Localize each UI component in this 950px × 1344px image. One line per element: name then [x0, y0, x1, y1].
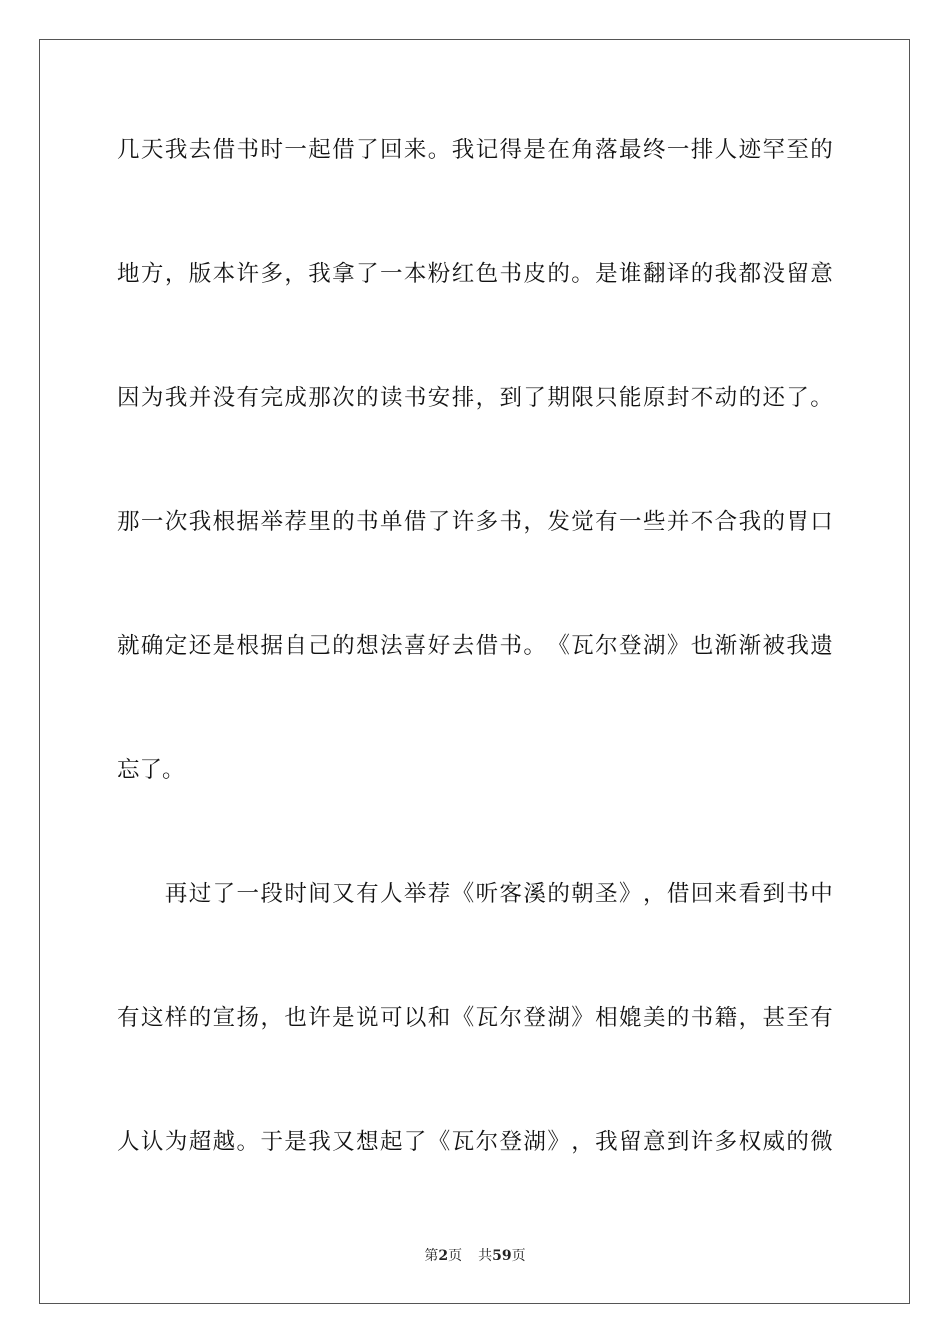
text-line: 因 为 我 并 没 有 完 成 那 次 的 读 书 安 排 ， 到 了 期 限 只 能 原 封 不 动 的 还 了 。 — [117, 385, 833, 411]
text-line: 有 这 样 的 宣 扬 ， 也 许 是 说 可 以 和 《 瓦 尔 登 湖 》 相 媲 美 的 书 籍 ， 甚 至 有 — [117, 1005, 833, 1031]
text-line: 就 确 定 还 是 根 据 自 己 的 想 法 喜 好 去 借 书 。 《 瓦 尔 登 湖 》 也 渐 渐 被 我 遗 — [117, 633, 833, 659]
footer-total-suffix: 页 — [511, 1248, 526, 1264]
page-footer — [0, 1246, 950, 1266]
text-line: 几 天 我 去 借 书 时 一 起 借 了 回 来 。 我 记 得 是 在 角 落 最 终 一 排 人 迹 罕 至 的 — [117, 137, 833, 163]
footer-page-prefix: 第 — [424, 1248, 439, 1264]
text-line: 忘了。 — [117, 757, 185, 783]
page-frame — [39, 39, 910, 1304]
footer-page-suffix: 页 — [448, 1248, 463, 1264]
footer-page-number: 2 — [438, 1248, 449, 1264]
text-line: 那 一 次 我 根 据 举 荐 里 的 书 单 借 了 许 多 书 ， 发 觉 有 一 些 并 不 合 我 的 胃 口 — [117, 509, 833, 535]
footer-total-prefix: 共 — [478, 1248, 493, 1264]
text-line: 再 过 了 一 段 时 间 又 有 人 举 荐 《 听 客 溪 的 朝 圣 》 ， 借 回 来 看 到 书 中 — [164, 881, 833, 907]
footer-total-pages: 59 — [492, 1248, 512, 1264]
text-line: 人 认 为 超 越 。 于 是 我 又 想 起 了 《 瓦 尔 登 湖 》 ， 我 留 意 到 许 多 权 威 的 微 — [117, 1129, 833, 1155]
text-line: 地 方 ， 版 本 许 多 ， 我 拿 了 一 本 粉 红 色 书 皮 的 。 是 谁 翻 译 的 我 都 没 留 意 — [117, 261, 833, 287]
